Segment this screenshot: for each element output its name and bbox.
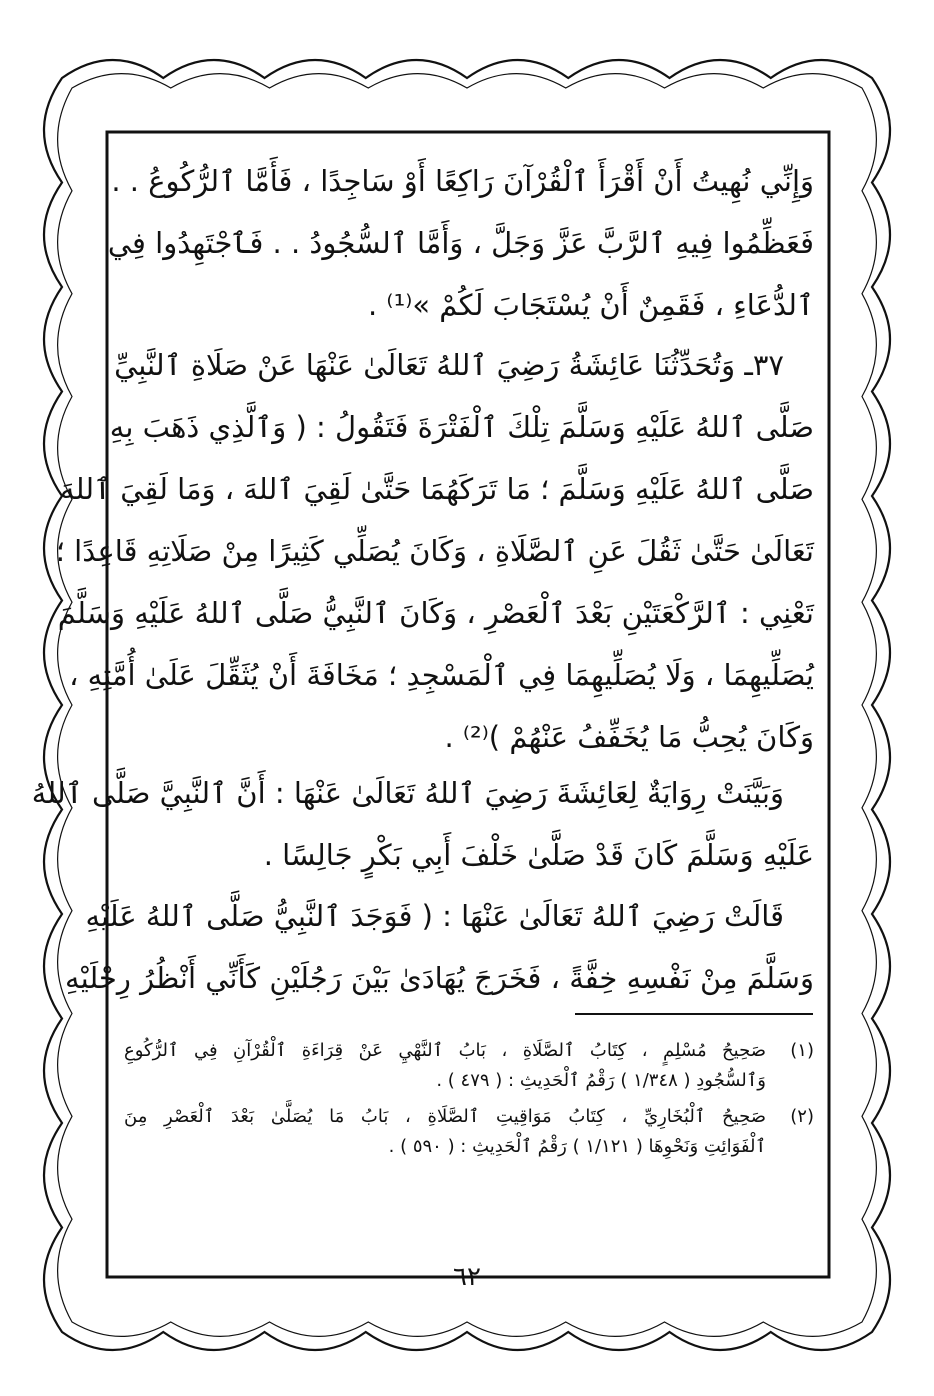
text-line: ٣٧ـ وَتُحَدِّثُنَا عَائِشَةُ رَضِيَ ٱللهُ تَعَالَىٰ عَنْهَا عَنْ صَلَاةِ ٱلنَّبِيِّ — [114, 348, 784, 382]
footnotes — [124, 1036, 814, 1168]
paragraph-1 — [107, 150, 814, 336]
paragraph-2 — [55, 334, 814, 768]
text-line: قَالَتْ رَضِيَ ٱللهُ تَعَالَىٰ عَنْهَا : ( فَوَجَدَ ٱلنَّبِيُّ صَلَّى ٱللهُ عَلَيْهِ — [85, 899, 784, 933]
text-line: وَسَلَّمَ مِنْ نَفْسِهِ خِفَّةً ، فَخَرَجَ يُهَادَىٰ بَيْنَ رَجُلَيْنِ كَأَنِّي أَنْظُرُ رِجْلَيْهِ — [65, 961, 814, 995]
text-line: فَعَظِّمُوا فِيهِ ٱلرَّبَّ عَزَّ وَجَلَّ ، وَأَمَّا ٱلسُّجُودُ . . فَٱجْتَهِدُوا فِي — [107, 226, 814, 260]
paragraph-3 — [31, 762, 814, 886]
text-line: عَلَيْهِ وَسَلَّمَ كَانَ قَدْ صَلَّىٰ خَلْفَ أَبِي بَكْرٍ جَالِسًا . — [263, 838, 814, 872]
text-line: وَإِنِّي نُهِيتُ أَنْ أَقْرَأَ ٱلْقُرْآنَ رَاكِعًا أَوْ سَاجِدًا ، فَأَمَّا ٱلرُّكُوعُ . . — [111, 164, 814, 198]
footnote-number: (١) — [790, 1040, 814, 1061]
page-number: ٦٢ — [453, 1262, 481, 1292]
footnote-line: وَٱلسُّجُودِ ( ١/٣٤٨ ) رَقْمُ ٱلْحَدِيثِ : ( ٤٧٩ ) . — [436, 1070, 766, 1091]
footnote-number: (٢) — [790, 1106, 814, 1127]
text-line: وَكَانَ يُحِبُّ مَا يُخَفِّفُ عَنْهُمْ )⁽²⁾ . — [444, 720, 814, 754]
footnote-line: صَحِيحُ ٱلْبُخَارِيِّ ، كِتَابُ مَوَاقِيتِ ٱلصَّلَاةِ ، بَابُ مَا يُصَلَّىٰ بَعْدَ ٱلْعَصْرِ مِنَ — [124, 1106, 766, 1127]
footnote-line: ٱلْفَوَائِتِ وَنَحْوِهَا ( ١/١٢١ ) رَقْمُ ٱلْحَدِيثِ : ( ٥٩٠ ) . — [388, 1136, 766, 1157]
text-line: تَعْنِي : ٱلرَّكْعَتَيْنِ بَعْدَ ٱلْعَصْرِ ، وَكَانَ ٱلنَّبِيُّ صَلَّى ٱللهُ عَلَيْهِ وَسَلَّمَ — [57, 596, 814, 630]
text-line: صَلَّى ٱللهُ عَلَيْهِ وَسَلَّمَ تِلْكَ ٱلْفَتْرَةَ فَتَقُولُ : ( وَٱلَّذِي ذَهَبَ بِهِ — [109, 410, 814, 444]
text-line: ٱلدُّعَاءِ ، فَقَمِنٌ أَنْ يُسْتَجَابَ لَكُمْ »⁽¹⁾ . — [368, 288, 814, 322]
footnote-1 — [124, 1036, 814, 1096]
footnote-2 — [124, 1102, 814, 1162]
text-line: يُصَلِّيهِمَا ، وَلَا يُصَلِّيهِمَا فِي ٱلْمَسْجِدِ ؛ مَخَافَةَ أَنْ يُثَقِّلَ عَلَىٰ أُمَّتِهِ ، — [69, 658, 814, 692]
footnote-line: صَحِيحُ مُسْلِمٍ ، كِتَابُ ٱلصَّلَاةِ ، بَابُ ٱلنَّهْيِ عَنْ قِرَاءَةِ ٱلْقُرْآنِ فِي ٱلرُّكُوعِ — [124, 1040, 766, 1061]
paragraph-4 — [65, 885, 814, 1009]
footnote-separator — [575, 1013, 813, 1015]
text-line: وَبَيَّنَتْ رِوَايَةٌ لِعَائِشَةَ رَضِيَ ٱللهُ تَعَالَىٰ عَنْهَا : أَنَّ ٱلنَّبِيَّ صَلَّى ٱللهُ — [31, 776, 784, 810]
text-line: صَلَّى ٱللهُ عَلَيْهِ وَسَلَّمَ ؛ مَا تَرَكَهُمَا حَتَّىٰ لَقِيَ ٱللهَ ، وَمَا لَقِيَ ٱللهَ — [60, 472, 814, 506]
text-line: تَعَالَىٰ حَتَّىٰ ثَقُلَ عَنِ ٱلصَّلَاةِ ، وَكَانَ يُصَلِّي كَثِيرًا مِنْ صَلَاتِهِ قَاعِدًا ؛ — [55, 534, 814, 568]
footnote-text — [124, 1036, 766, 1096]
footnote-text — [124, 1102, 766, 1162]
